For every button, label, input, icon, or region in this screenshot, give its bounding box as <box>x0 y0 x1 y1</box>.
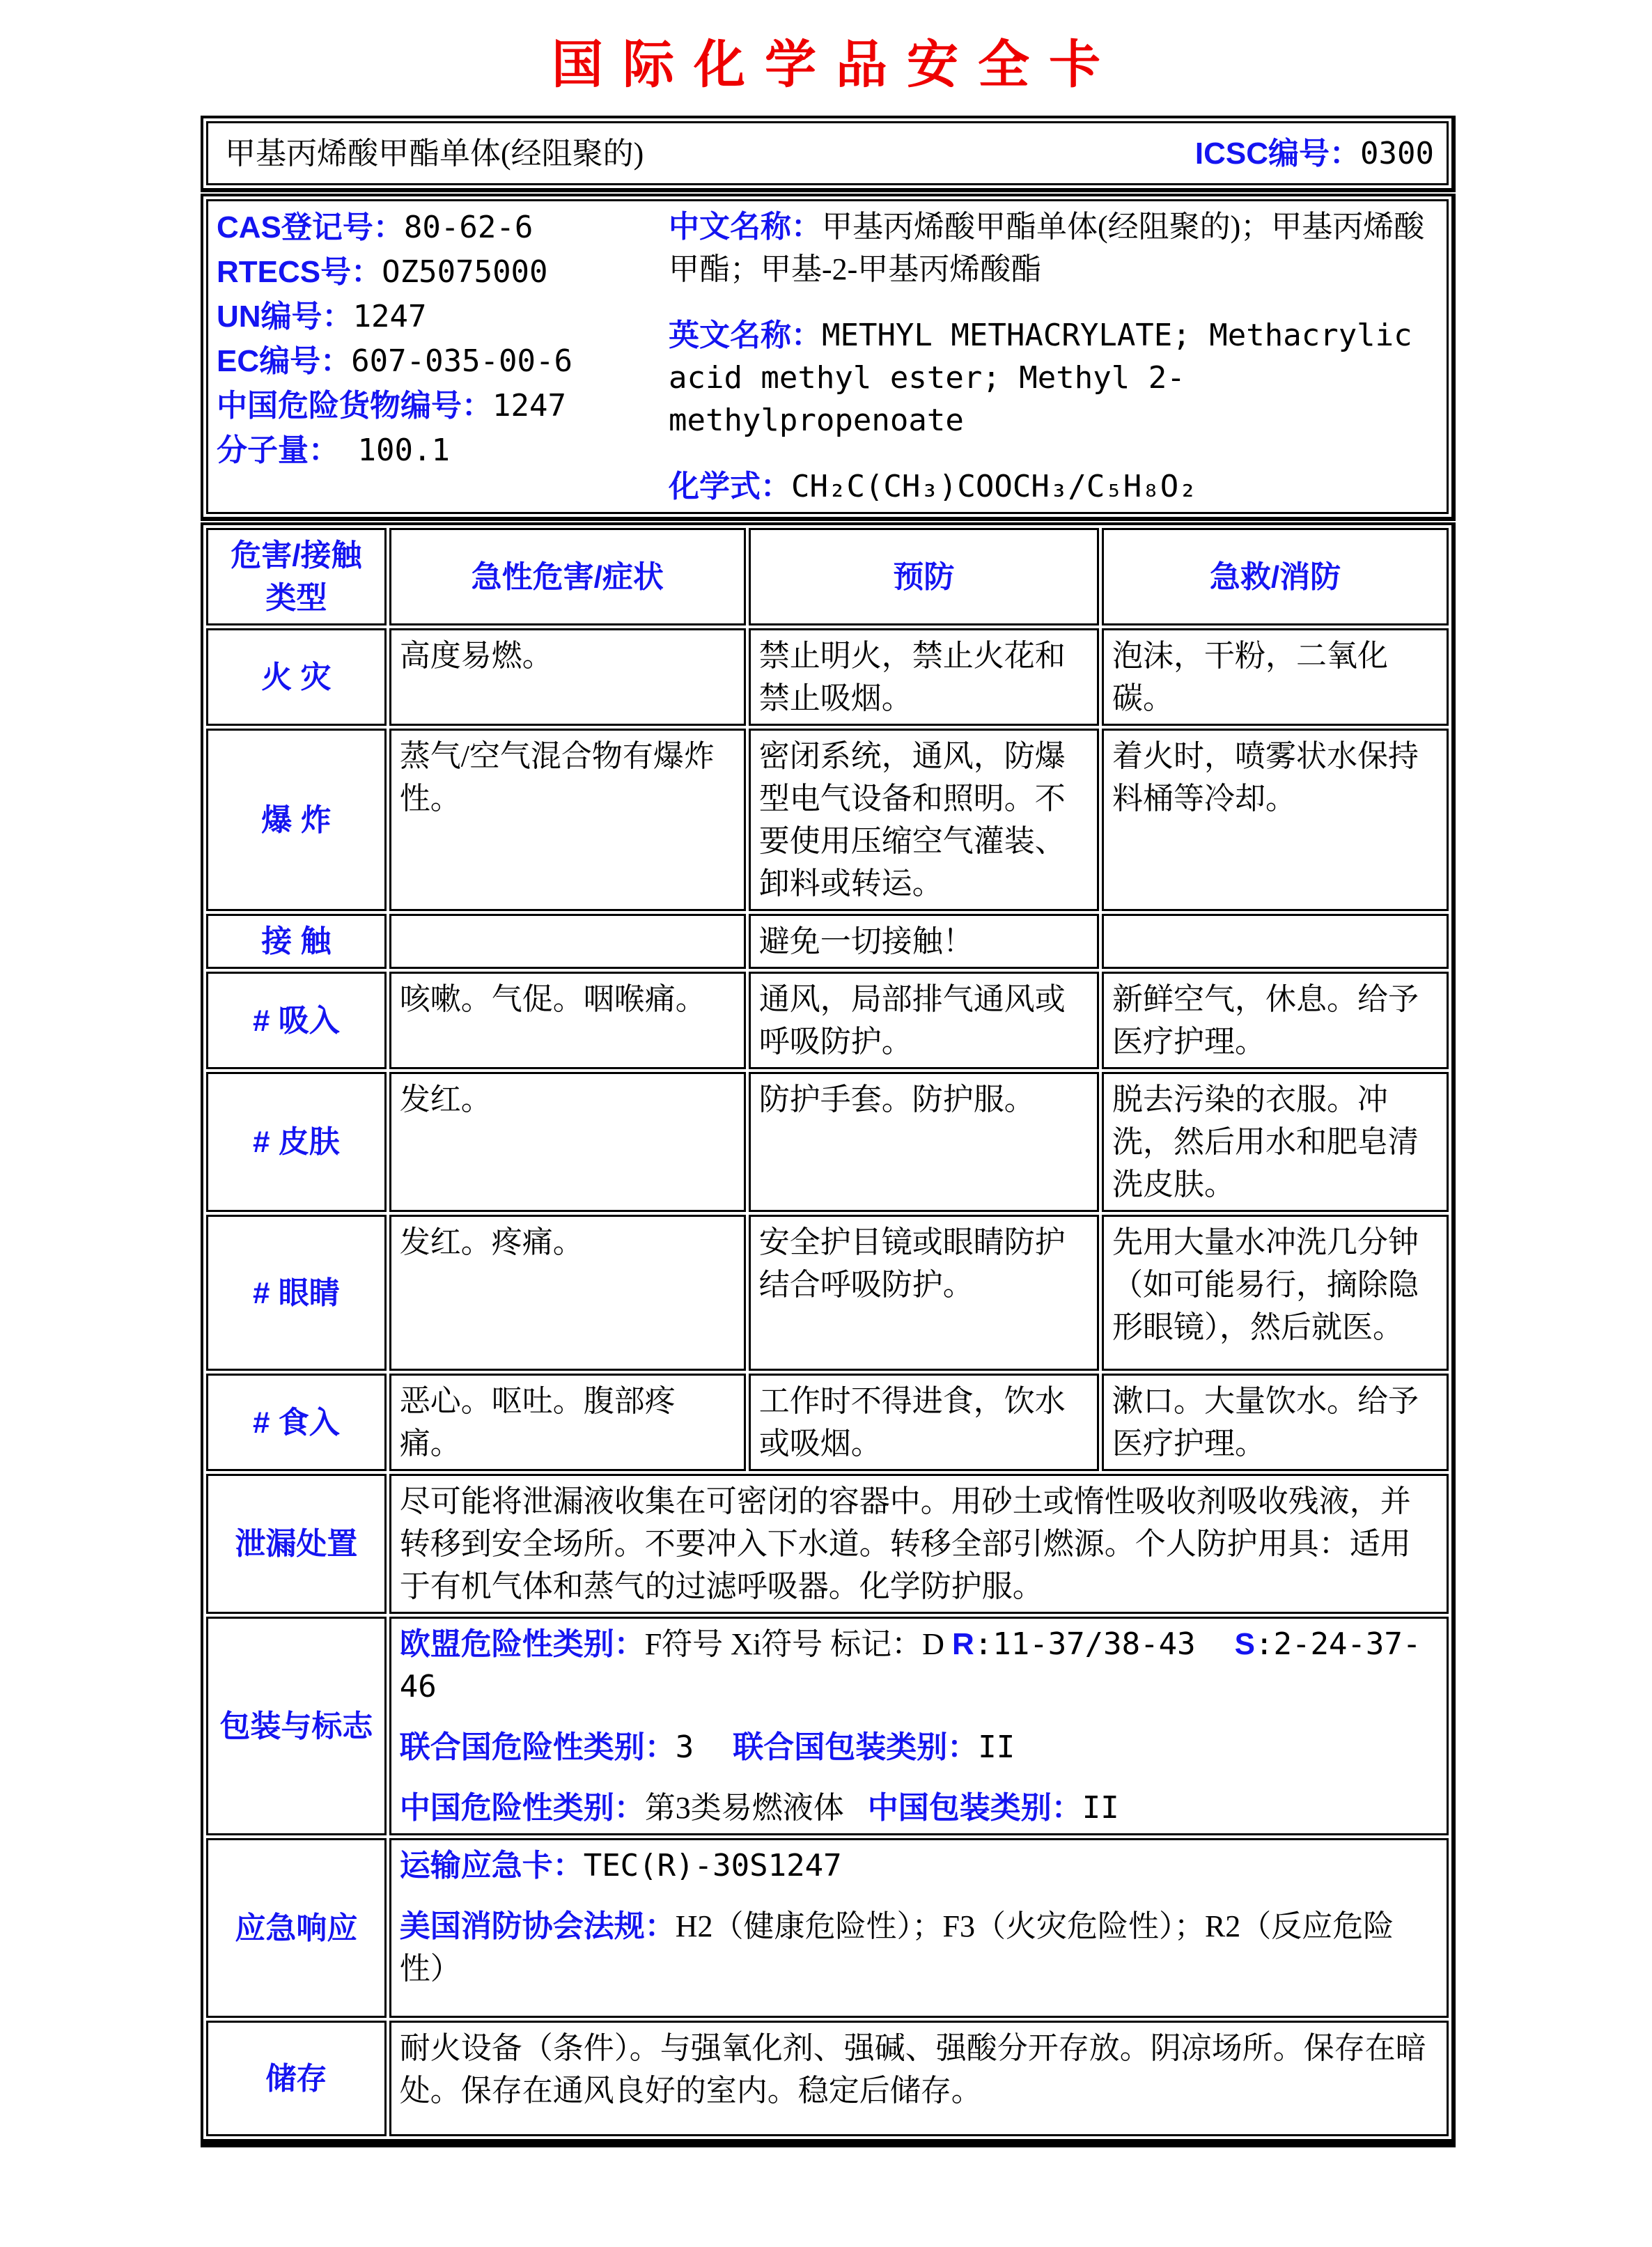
cas-number-line: CAS登记号：80-62-6 <box>217 210 533 245</box>
icsc-label: ICSC编号： <box>1194 136 1361 171</box>
table-row <box>206 1838 1449 2018</box>
icsc-card <box>201 116 1456 2147</box>
rtecs-number-line: RTECS号：OZ5075000 <box>217 254 548 290</box>
table-row <box>206 729 1449 911</box>
english-name-line: 英文名称：METHYL METHACRYLATE; Methacrylic acid methyl ester; Methyl 2-methylpropenoate <box>668 318 1412 438</box>
explosion-prevention: 密闭系统，通风，防爆型电气设备和照明。不要使用压缩空气灌装、卸料或转运。 <box>749 729 1099 911</box>
table-row <box>206 2021 1449 2136</box>
chemical-formula: CH₂C(CH₃)COOCH₃/C₅H₈O₂ <box>790 469 1197 504</box>
ingestion-prevention: 工作时不得进食，饮水或吸烟。 <box>749 1374 1099 1471</box>
row-label-ingestion: # 食入 <box>206 1374 387 1471</box>
nfpa-line: 美国消防协会法规：H2（健康危险性）；F3（火灾危险性）；R2（反应危险性） <box>399 1909 1394 1986</box>
spill-text: 尽可能将泄漏液收集在可密闭的容器中。用砂土或惰性吸收剂吸收残液，并转移到安全场所。不要冲入下水道。转移全部引燃源。个人防护用具：适用于有机气体和蒸气的过滤呼吸器。化学防护服。 <box>389 1474 1449 1614</box>
ec-number-line: EC编号：607-035-00-6 <box>217 343 573 379</box>
substance-name: 甲基丙烯酸甲酯单体(经阻聚的) <box>225 136 644 171</box>
eyes-response: 先用大量水冲洗几分钟（如可能易行，摘除隐形眼镜），然后就医。 <box>1102 1215 1449 1371</box>
table-row <box>206 1374 1449 1471</box>
china-classification-line: 中国危险性类别：第3类易燃液体 中国包装类别：II <box>399 1790 1119 1826</box>
un-classification-line: 联合国危险性类别：3 联合国包装类别：II <box>399 1729 1015 1765</box>
col-header-hazard-type: 危害/接触 类型 <box>206 528 387 625</box>
col-header-symptoms: 急性危害/症状 <box>389 528 746 625</box>
substance-header-cell <box>206 121 1449 185</box>
icsc-number-box <box>1195 132 1438 175</box>
row-label-explosion: 爆 炸 <box>206 729 387 911</box>
row-label-contact: 接 触 <box>206 914 387 969</box>
identity-cell <box>206 199 1449 514</box>
table-row <box>206 1474 1449 1614</box>
chinese-name-line: 中文名称：甲基丙烯酸甲酯单体(经阻聚的)；甲基丙烯酸甲酯；甲基-2-甲基丙烯酸酯 <box>668 210 1425 286</box>
hazard-header-row <box>206 528 1449 625</box>
table-row <box>206 972 1449 1069</box>
table-row <box>206 628 1449 726</box>
inhalation-response: 新鲜空气，休息。给予医疗护理。 <box>1102 972 1449 1069</box>
table-row <box>206 914 1449 969</box>
identity-table <box>201 194 1456 521</box>
page-title: 国际化学品安全卡 <box>552 37 1120 94</box>
china-dangerous-goods-line: 中国危险货物编号：1247 <box>217 388 566 423</box>
row-label-packaging: 包装与标志 <box>206 1617 387 1835</box>
emergency-cell <box>389 1838 1449 2018</box>
hazard-table <box>201 522 1456 2147</box>
skin-response: 脱去污染的衣服。冲洗，然后用水和肥皂清洗皮肤。 <box>1102 1072 1449 1212</box>
skin-prevention: 防护手套。防护服。 <box>749 1072 1099 1212</box>
table-row <box>206 1215 1449 1371</box>
row-label-spill: 泄漏处置 <box>206 1474 387 1614</box>
inhalation-prevention: 通风，局部排气通风或呼吸防护。 <box>749 972 1099 1069</box>
english-name: METHYL METHACRYLATE; Methacrylic acid methyl ester; Methyl 2-methylpropenoate <box>668 318 1412 438</box>
icsc-number: 0300 <box>1360 135 1434 171</box>
fire-prevention: 禁止明火，禁止火花和禁止吸烟。 <box>749 628 1099 726</box>
row-label-storage: 储存 <box>206 2021 387 2136</box>
molecular-weight-line: 分子量： 100.1 <box>217 433 450 468</box>
table-row <box>206 1072 1449 1212</box>
fire-response: 泡沫，干粉，二氧化碳。 <box>1102 628 1449 726</box>
inhalation-symptoms: 咳嗽。气促。咽喉痛。 <box>389 972 746 1069</box>
fire-symptoms: 高度易燃。 <box>389 628 746 726</box>
row-label-fire: 火 灾 <box>206 628 387 726</box>
row-label-eyes: # 眼睛 <box>206 1215 387 1371</box>
storage-text: 耐火设备（条件）。与强氧化剂、强碱、强酸分开存放。阴凉场所。保存在暗处。保存在通风良好的室内。稳定后储存。 <box>389 2021 1449 2136</box>
row-label-inhalation: # 吸入 <box>206 972 387 1069</box>
header-table <box>201 116 1456 192</box>
contact-prevention: 避免一切接触！ <box>749 914 1099 969</box>
contact-response <box>1102 914 1449 969</box>
chinese-name: 甲基丙烯酸甲酯单体(经阻聚的)；甲基丙烯酸甲酯；甲基-2-甲基丙烯酸酯 <box>668 210 1425 286</box>
skin-symptoms: 发红。 <box>389 1072 746 1212</box>
col-header-prevention: 预防 <box>749 528 1099 625</box>
identifier-list <box>217 205 669 473</box>
packaging-cell <box>389 1617 1449 1835</box>
eyes-symptoms: 发红。疼痛。 <box>389 1215 746 1371</box>
col-header-response: 急救/消防 <box>1102 528 1449 625</box>
row-label-skin: # 皮肤 <box>206 1072 387 1212</box>
explosion-symptoms: 蒸气/空气混合物有爆炸性。 <box>389 729 746 911</box>
table-row <box>206 121 1449 185</box>
eyes-prevention: 安全护目镜或眼睛防护结合呼吸防护。 <box>749 1215 1099 1371</box>
ingestion-symptoms: 恶心。呕吐。腹部疼痛。 <box>389 1374 746 1471</box>
row-label-emergency: 应急响应 <box>206 1838 387 2018</box>
transport-card-line: 运输应急卡：TEC(R)-30S1247 <box>399 1848 842 1883</box>
contact-symptoms <box>389 914 746 969</box>
table-row <box>206 1617 1449 1835</box>
explosion-response: 着火时，喷雾状水保持料桶等冷却。 <box>1102 729 1449 911</box>
names-block <box>669 205 1438 508</box>
ingestion-response: 漱口。大量饮水。给予医疗护理。 <box>1102 1374 1449 1471</box>
eu-classification-line: 欧盟危险性类别：F符号 Xi符号 标记：D R:11-37/38-43 S:2-24-37-46 <box>399 1626 1421 1704</box>
table-row <box>206 199 1449 514</box>
un-number-line: UN编号：1247 <box>217 299 427 334</box>
formula-line: 化学式：CH₂C(CH₃)COOCH₃/C₅H₈O₂ <box>668 469 1197 504</box>
